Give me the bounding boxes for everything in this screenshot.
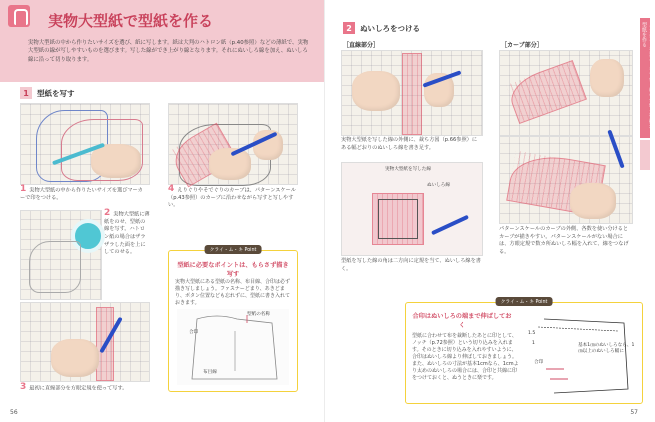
step-title: 型紙を写す [37, 88, 75, 98]
point-title: 型紙に必要なポイントは、もらさず描き写す [177, 262, 289, 278]
photo-seam-corner [341, 162, 483, 256]
caption-2: 2 実物大型紙に薄紙をのせ、型紙の線を写す。ハトロン紙の場合はザラザラした面を上にしてのせる。 [104, 208, 150, 256]
label-outline-line: 実物大型紙を写した線 [385, 167, 431, 172]
label-nunome: 布目線 [203, 370, 217, 375]
point-title: 合印はぬいしろの端まで伸ばしておく [412, 313, 512, 329]
point-box-right [405, 302, 643, 404]
photo-select-size [20, 103, 150, 185]
sub-heading-curve: ［カーブ部分］ [501, 42, 543, 49]
intro-text: 実物大型紙の中から作りたいサイズを選び、紙に写します。紙は大判のハトロン紙（p.40参照）などの薄紙で、実物大型紙の線が写しやすいものを選びます。写した線ができ上がり線となります。それにぬいしろ線を加え、ぬいしろ線に沿って切り取ります。 [28, 40, 309, 63]
label-1: 1 [532, 341, 535, 346]
caption-1: 1 実物大型紙の中から作りたいサイズを選びマーカーで印をつける。 [20, 184, 143, 201]
dress-form-icon [8, 5, 30, 27]
chapter-side-tab: 3章 基本、布選び・手で作る前に 実物大型紙から型紙を作る [640, 18, 650, 138]
page-number-left: 56 [10, 409, 18, 416]
photo-thin-paper [20, 210, 102, 300]
page-number-right: 57 [630, 409, 638, 416]
caption-3: 3 最初に直線部分を方眼定規を使って写す。 [20, 382, 128, 392]
left-page [0, 0, 325, 422]
step-number: 1 [20, 87, 32, 99]
label-note: 基本1㎝のぬいしろなら、1㎝以上のぬいしろ幅に [578, 343, 635, 354]
point-badge: クライ・ム・キ Point [496, 297, 553, 306]
step-title: ぬいしろをつける [360, 23, 420, 33]
step-1-heading [20, 87, 75, 99]
point-text: 型紙に合わせて布を裁断したあとに印として、ノッチ（p.72参照）という切り込みを入れます。そのときに切り込みを入れやすいように、合印はぬいしろ線より伸ばしておきましょう。また、ぬいしろの寸法が基本1cmなら、1cmより太めのぬいしろの場合には、合印と共線に印をつけておくと、ぬうときに楽です。 [412, 333, 519, 381]
point-badge: クライ・ム・キ Point [205, 245, 262, 254]
caption-straight: 実物大型紙を写した線の外側に、裁ち方図（p.66参照）にある幅どおりのぬいしろ線を書き足す。 [341, 137, 478, 151]
label-15: 1.5 [528, 331, 536, 336]
photo-seam-curve-2 [499, 136, 633, 224]
page-header [0, 0, 325, 82]
label-aijirushi: 合印 [189, 330, 199, 335]
page-title: 実物大型紙で型紙を作る [48, 12, 214, 30]
label-pattern-name: 型紙の名称 [247, 312, 270, 317]
point-box [168, 250, 298, 392]
caption-curve: パターンスケールのカーブの外側、各数を使い分けるとカーブが描きやすい。パターンスケールがない場合には、方眼定規で数カ所ぬいしろ幅を入れて、線をつなげる。 [499, 226, 629, 255]
label-seam-line: ぬいしろ線 [427, 183, 450, 188]
label-aijirushi: 合印 [534, 360, 544, 365]
sub-heading-straight: ［直線部分］ [343, 42, 380, 49]
photo-trace-curve [168, 103, 298, 185]
point-text: 実物大型紙にある型紙の名称、布目線、合印は必ず描き写しましょう。ファスナーどまり、あきどまり、ボタン位置なども忘れずに、型紙に書き入れておきます。 [175, 279, 291, 306]
pattern-diagram [177, 309, 289, 385]
chapter-side-tab-lower [640, 140, 650, 170]
step-number: 2 [343, 22, 355, 34]
photo-seam-curve-1 [499, 50, 633, 136]
step-2-heading [343, 22, 420, 34]
caption-4: 4 えりぐりやそでぐりのカーブは、パターンスケール（p.43参照）のカーブに沿わせながら写すと写しやすい。 [168, 184, 296, 209]
photo-trace-straight [20, 302, 150, 382]
right-page [325, 0, 654, 422]
caption-corner: 型紙を写した線の角は二方向に定規を当て、ぬいしろ線を書く。 [341, 258, 481, 272]
photo-seam-straight [341, 50, 483, 136]
